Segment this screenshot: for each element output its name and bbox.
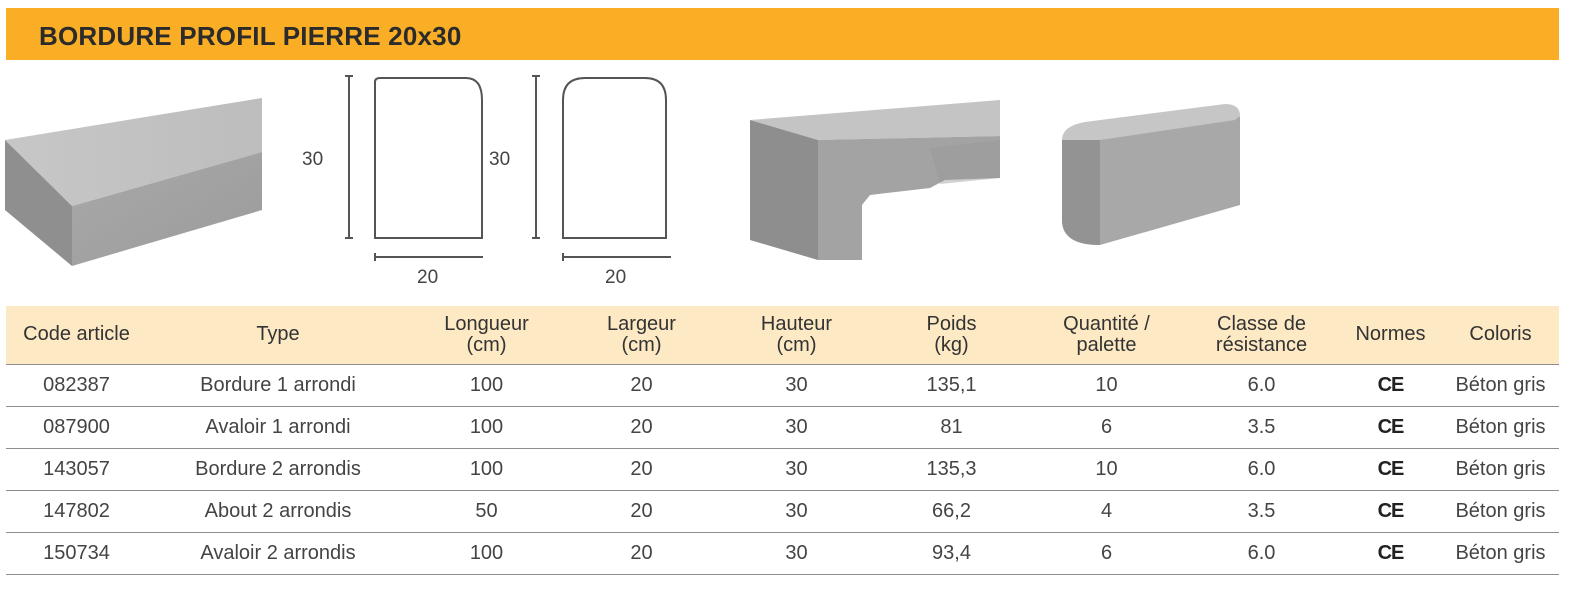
cell-largeur: 20 — [564, 490, 719, 532]
table-row — [6, 406, 1559, 448]
table-row — [6, 532, 1559, 574]
illustrations-svg — [0, 60, 1588, 305]
cell-quantite: 4 — [1029, 490, 1184, 532]
cell-poids: 135,3 — [874, 448, 1029, 490]
cell-normes — [1339, 406, 1442, 448]
col-header-type: Type — [147, 306, 409, 364]
cell-poids: 81 — [874, 406, 1029, 448]
cell-type: Avaloir 2 arrondis — [147, 532, 409, 574]
curb-block-straight — [5, 98, 262, 266]
cell-coloris: Béton gris — [1442, 490, 1559, 532]
cell-poids: 135,1 — [874, 364, 1029, 406]
table-row — [6, 448, 1559, 490]
title-bar — [6, 8, 1559, 60]
cell-code: 082387 — [6, 364, 147, 406]
cell-longueur: 50 — [409, 490, 564, 532]
col-header-hauteur: Hauteur (cm) — [719, 306, 874, 364]
ce-mark-icon: CE — [1377, 457, 1404, 480]
page-title: BORDURE PROFIL PIERRE 20x30 — [39, 21, 462, 51]
cell-type: Bordure 2 arrondis — [147, 448, 409, 490]
cell-coloris: Béton gris — [1442, 448, 1559, 490]
cell-normes — [1339, 490, 1442, 532]
curb-block-rounded — [1062, 104, 1240, 245]
cell-hauteur: 30 — [719, 448, 874, 490]
col-header-code: Code article — [6, 306, 147, 364]
profile-2-height-label: 30 — [489, 149, 511, 170]
col-header-largeur: Largeur (cm) — [564, 306, 719, 364]
ce-mark-icon: CE — [1377, 499, 1404, 522]
cell-code: 150734 — [6, 532, 147, 574]
cell-largeur: 20 — [564, 448, 719, 490]
cell-coloris: Béton gris — [1442, 532, 1559, 574]
cell-quantite: 10 — [1029, 448, 1184, 490]
col-header-quantite: Quantité / palette — [1029, 306, 1184, 364]
cell-type: About 2 arrondis — [147, 490, 409, 532]
cell-normes — [1339, 448, 1442, 490]
cell-poids: 66,2 — [874, 490, 1029, 532]
cell-largeur: 20 — [564, 406, 719, 448]
cell-longueur: 100 — [409, 406, 564, 448]
cell-normes — [1339, 364, 1442, 406]
table-row — [6, 490, 1559, 532]
col-header-longueur: Longueur (cm) — [409, 306, 564, 364]
cell-classe: 3.5 — [1184, 406, 1339, 448]
cell-code: 147802 — [6, 490, 147, 532]
cell-type: Avaloir 1 arrondi — [147, 406, 409, 448]
cell-hauteur: 30 — [719, 532, 874, 574]
cell-type: Bordure 1 arrondi — [147, 364, 409, 406]
profile-1-width-label: 20 — [417, 267, 439, 288]
cell-classe: 6.0 — [1184, 448, 1339, 490]
cell-code: 143057 — [6, 448, 147, 490]
table-header-row — [6, 306, 1559, 364]
cell-quantite: 6 — [1029, 406, 1184, 448]
profile-drawing-1 — [345, 76, 483, 261]
profile-drawing-2 — [532, 76, 671, 261]
cell-quantite: 6 — [1029, 532, 1184, 574]
table-body — [6, 364, 1559, 574]
col-header-poids: Poids (kg) — [874, 306, 1029, 364]
col-header-coloris: Coloris — [1442, 306, 1559, 364]
curb-block-avaloir — [750, 100, 1000, 260]
cell-classe: 6.0 — [1184, 532, 1339, 574]
profile-1-height-label: 30 — [302, 149, 324, 170]
cell-coloris: Béton gris — [1442, 364, 1559, 406]
col-header-classe: Classe de résistance — [1184, 306, 1339, 364]
cell-hauteur: 30 — [719, 490, 874, 532]
cell-largeur: 20 — [564, 364, 719, 406]
cell-longueur: 100 — [409, 532, 564, 574]
profile-2-width-label: 20 — [605, 267, 627, 288]
cell-normes — [1339, 532, 1442, 574]
cell-largeur: 20 — [564, 532, 719, 574]
cell-quantite: 10 — [1029, 364, 1184, 406]
cell-classe: 6.0 — [1184, 364, 1339, 406]
cell-classe: 3.5 — [1184, 490, 1339, 532]
ce-mark-icon: CE — [1377, 415, 1404, 438]
product-spec-table — [6, 306, 1559, 575]
cell-code: 087900 — [6, 406, 147, 448]
product-illustrations — [0, 60, 1588, 305]
cell-longueur: 100 — [409, 448, 564, 490]
cell-hauteur: 30 — [719, 364, 874, 406]
cell-coloris: Béton gris — [1442, 406, 1559, 448]
ce-mark-icon: CE — [1377, 541, 1404, 564]
col-header-normes: Normes — [1339, 306, 1442, 364]
cell-longueur: 100 — [409, 364, 564, 406]
ce-mark-icon: CE — [1377, 373, 1404, 396]
cell-poids: 93,4 — [874, 532, 1029, 574]
cell-hauteur: 30 — [719, 406, 874, 448]
table-row — [6, 364, 1559, 406]
